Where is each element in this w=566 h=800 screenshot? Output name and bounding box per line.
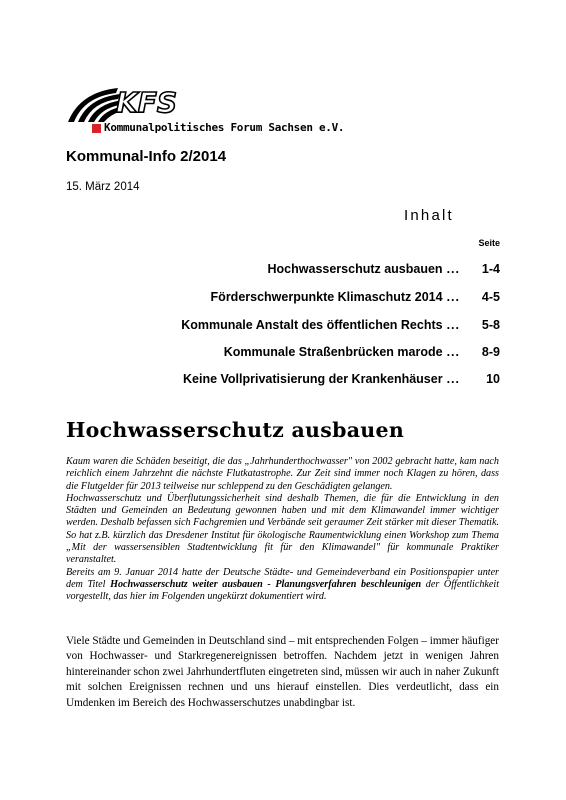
intro-text-run: der Öffentlichkeit vorgestellt, das hier im Folgenden ungekürzt dokumentiert wird. bbox=[66, 578, 500, 603]
document-title: Kommunal-Info 2/2014 bbox=[66, 148, 227, 165]
kfs-logo-mark bbox=[66, 84, 186, 124]
body-paragraph: Viele Städte und Gemeinden in Deutschland sind – mit entsprechenden Folgen – immer häufiger von Hochwasser- und Starkregenereignissen betroffen. Nachdem jetzt in wenigen Jahren hintereinander schon zwei Jahrhundertfluten eingetreten sind, müssen wir auch in naher Zukunft mit solchen Ereignissen rechnen und uns hierauf einstellen. Dies verdeutlicht, dass ein Umdenken im Bereich des Hochwasserschutzes unabdingbar ist. bbox=[66, 635, 499, 709]
intro-paragraph: Hochwasserschutz und Überflutungssicherheit sind deshalb Themen, die für die Entwicklung in den Städten und Gemeinden an Bedeutung gewonnen haben und mit dem Klimawandel immer wichtiger werden. Deshalb befassen sich Fachgremien und Verbände seit geraumer Zeit stärker mit dieser Thematik. So hat z.B. kürzlich das Dresdener Institut für ökologische Raumentwicklung einen Workshop zum Thema „Mit der wassersensiblen Stadtentwicklung fit für den Klimawandel" für kommunale Praktiker veranstaltet. bbox=[66, 492, 499, 566]
logo-red-square bbox=[92, 124, 101, 133]
body-text bbox=[66, 634, 499, 711]
toc-item-page: 5-8 bbox=[481, 318, 500, 332]
toc-item-page: 4-5 bbox=[481, 290, 500, 304]
document-date: 15. März 2014 bbox=[66, 181, 140, 193]
toc-item-title: Kommunale Anstalt des öffentlichen Rechts bbox=[181, 318, 443, 332]
toc-item[interactable] bbox=[183, 372, 500, 386]
toc-item-dots: ... bbox=[446, 345, 460, 359]
toc-item[interactable] bbox=[181, 318, 500, 332]
toc-item-title: Förderschwerpunkte Klimaschutz 2014 bbox=[210, 290, 443, 304]
intro-text-run: Bereits am 9. Januar 2014 hatte der Deutsche Städte- und Gemeindeverband ein Positionspapier unter dem Titel bbox=[66, 566, 499, 590]
intro-paragraph: Kaum waren die Schäden beseitigt, die das „Jahrhunderthochwasser" von 2002 gebracht hatte, kam nach reichlich einem Jahrzehnt die nächste Flutkatastrophe. Zur Zeit sind immer noch Klagen zu hören, dass die Flutgelder für 2013 teilweise nur schleppend zu den Geschädigten gelangen. bbox=[66, 456, 499, 492]
toc-item-dots: ... bbox=[446, 318, 460, 332]
logo-subtitle: Kommunalpolitisches Forum Sachsen e.V. bbox=[104, 121, 345, 134]
intro-paragraph bbox=[66, 567, 499, 604]
toc-page-header: Seite bbox=[478, 238, 500, 248]
kfs-logo bbox=[66, 84, 345, 136]
toc-heading: Inhalt bbox=[404, 207, 454, 224]
toc-item-page: 1-4 bbox=[481, 262, 500, 276]
intro-text bbox=[66, 456, 499, 604]
toc-item[interactable] bbox=[211, 290, 500, 304]
toc-item-dots: ... bbox=[446, 372, 460, 386]
toc-item-page: 10 bbox=[486, 372, 500, 386]
kfs-logo-letters: KFS bbox=[116, 86, 177, 119]
toc-item-dots: ... bbox=[446, 262, 460, 276]
toc-item-title: Kommunale Straßenbrücken marode bbox=[223, 345, 443, 359]
toc-item-page: 8-9 bbox=[481, 345, 500, 359]
toc-item[interactable] bbox=[224, 345, 500, 359]
toc-item-title: Keine Vollprivatisierung der Krankenhäuser bbox=[183, 372, 443, 386]
toc-item-title: Hochwasserschutz ausbauen bbox=[267, 262, 443, 276]
position-paper-title: Hochwasserschutz weiter ausbauen - Planungsverfahren beschleunigen bbox=[110, 578, 422, 590]
section-heading: Hochwasserschutz ausbauen bbox=[66, 418, 405, 442]
toc-item-dots: ... bbox=[446, 290, 460, 304]
toc-item[interactable] bbox=[268, 262, 500, 276]
